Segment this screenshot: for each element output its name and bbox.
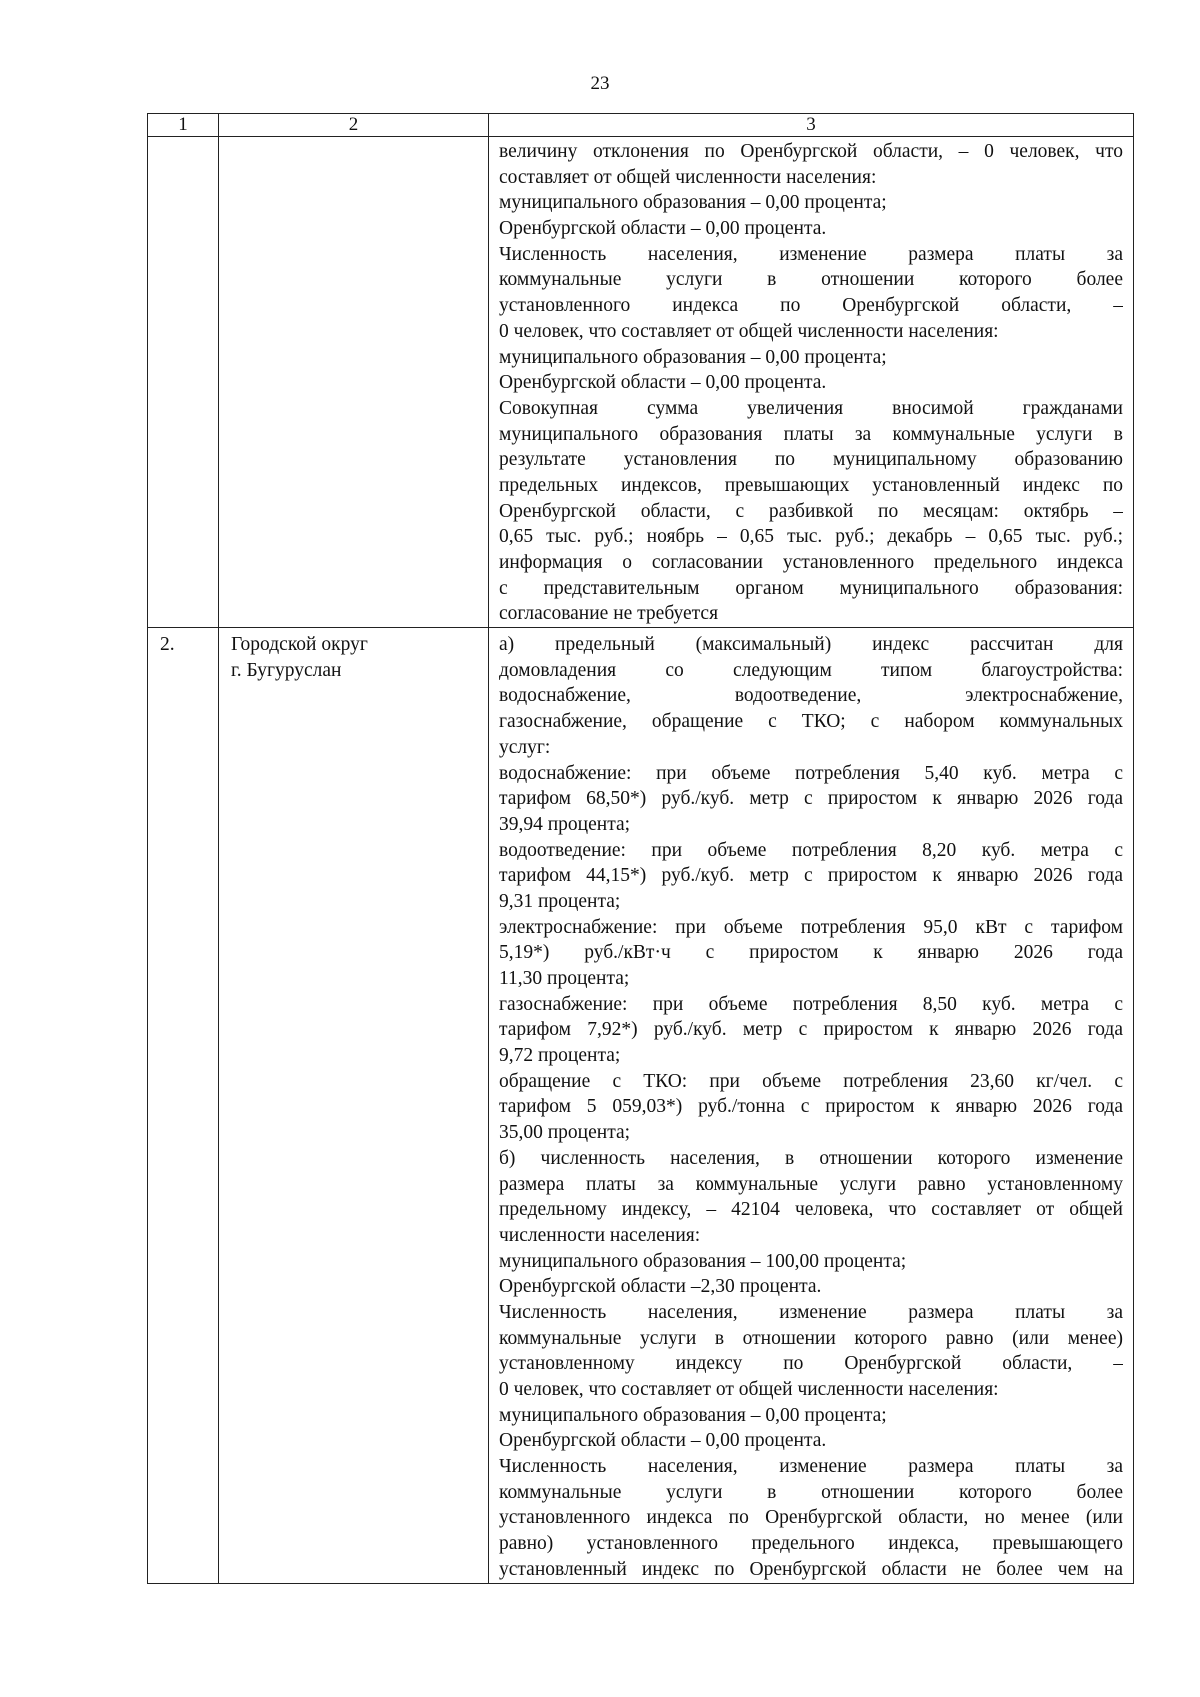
text-line: услуг: [499, 736, 551, 758]
text-line: коммунальные услуги в отношении которого более [499, 1481, 1123, 1503]
text-line: тарифом 44,15*) руб./куб. метр с приростом к январю 2026 года [499, 865, 1123, 887]
table-row [148, 137, 1134, 628]
text-line: с представительным органом муниципального образования: [499, 577, 1123, 599]
text-line: водоснабжение: при объеме потребления 5,40 куб. метра с [499, 762, 1123, 784]
page-number: 23 [590, 73, 610, 94]
text-line: 9,31 процента; [499, 890, 621, 912]
text-line: 39,94 процента; [499, 813, 631, 835]
text-line: коммунальные услуги в отношении которого более [499, 269, 1123, 291]
text-line: Оренбургской области – 0,00 процента. [499, 218, 827, 240]
text-line: 0 человек, что составляет от общей численности населения: [499, 320, 999, 342]
text-line: Численность населения, изменение размера платы за [499, 243, 1123, 265]
text-line: газоснабжение, обращение с ТКО; с набором коммунальных [499, 711, 1123, 733]
text-line: предельных индексов, превышающих установленный индекс по [499, 474, 1123, 496]
text-line: составляет от общей численности населения: [499, 166, 877, 188]
header-cell-1: 1 [148, 114, 219, 137]
text-line: 0,65 тыс. руб.; ноябрь – 0,65 тыс. руб.; декабрь – 0,65 тыс. руб.; [499, 526, 1123, 548]
text-line: а) предельный (максимальный) индекс рассчитан для [499, 634, 1123, 656]
text-line: информация о согласовании установленного предельного индекса [499, 552, 1123, 573]
text-line: водоотведение: при объеме потребления 8,20 куб. метра с [499, 839, 1123, 861]
header-cell-3: 3 [489, 114, 1134, 137]
text-line: 5,19*) руб./кВт·ч с приростом к январю 2026 года [499, 942, 1123, 964]
text-line: 0 человек, что составляет от общей численности населения: [499, 1379, 999, 1400]
text-line: муниципального образования платы за коммунальные услуги в [499, 423, 1123, 445]
municipality-name-line: Городской округ [231, 634, 368, 656]
municipality-name-line: г. Бугуруслан [231, 659, 342, 681]
text-line: тарифом 68,50*) руб./куб. метр с приростом к январю 2026 года [499, 788, 1123, 810]
text-line: согласование не требуется [499, 603, 719, 625]
text-line: обращение с ТКО: при объеме потребления 23,60 кг/чел. с [499, 1070, 1123, 1092]
text-line: Численность населения, изменение размера платы за [499, 1456, 1123, 1478]
text-line: муниципального образования – 100,00 процента; [499, 1250, 907, 1272]
text-line: 35,00 процента; [499, 1122, 631, 1144]
text-line: Оренбургской области – 0,00 процента. [499, 372, 827, 394]
text-line: муниципального образования – 0,00 процента; [499, 192, 887, 214]
row-number-cell: 2. [148, 628, 219, 1583]
text-line: Оренбургской области, с разбивкой по месяцам: октябрь – [499, 500, 1123, 522]
text-line: численности населения: [499, 1224, 701, 1246]
text-line: б) численность населения, в отношении которого изменение [499, 1147, 1123, 1169]
text-line: установленный индекс по Оренбургской области не более чем на [499, 1558, 1123, 1580]
row-number-cell [148, 137, 219, 628]
text-line: муниципального образования – 0,00 процента; [499, 1404, 887, 1426]
text-line: 11,30 процента; [499, 968, 630, 989]
indices-table [147, 113, 1134, 1584]
text-line: электроснабжение: при объеме потребления 95,0 кВт с тарифом [499, 916, 1123, 938]
text-line: предельному индексу, – 42104 человека, что составляет от общей [499, 1199, 1123, 1221]
text-line: Совокупная сумма увеличения вносимой гражданами [499, 397, 1123, 419]
text-line: муниципального образования – 0,00 процента; [499, 346, 887, 368]
text-line: газоснабжение: при объеме потребления 8,50 куб. метра с [499, 993, 1123, 1015]
text-line: тарифом 5 059,03*) руб./тонна с приростом к январю 2026 года [499, 1096, 1123, 1118]
table-row [148, 628, 1134, 1583]
text-line: величину отклонения по Оренбургской области, – 0 человек, что [499, 141, 1123, 162]
text-line: тарифом 7,92*) руб./куб. метр с приростом к январю 2026 года [499, 1019, 1123, 1041]
text-line: Оренбургской области – 0,00 процента. [499, 1430, 827, 1452]
text-line: установленного индекса по Оренбургской области, но менее (или [499, 1507, 1123, 1529]
text-line: Численность населения, изменение размера платы за [499, 1301, 1123, 1323]
text-line: водоснабжение, водоотведение, электроснабжение, [499, 685, 1123, 707]
text-line: установленному индексу по Оренбургской области, – [499, 1353, 1123, 1375]
text-line: 9,72 процента; [499, 1045, 621, 1067]
text-line: установленного индекса по Оренбургской области, – [499, 295, 1123, 317]
description-cell [489, 628, 1134, 1583]
text-line: домовладения со следующим типом благоустройства: [499, 659, 1123, 681]
table-header-row [148, 114, 1134, 137]
municipality-cell [219, 137, 489, 628]
text-line: равно) установленного предельного индекса, превышающего [499, 1533, 1123, 1555]
text-line: результате установления по муниципальному образованию [499, 449, 1123, 471]
text-line: коммунальные услуги в отношении которого равно (или менее) [499, 1327, 1123, 1349]
description-cell [489, 137, 1134, 628]
header-cell-2: 2 [219, 114, 489, 137]
municipality-cell [219, 628, 489, 1583]
text-line: Оренбургской области –2,30 процента. [499, 1276, 822, 1298]
text-line: размера платы за коммунальные услуги равно установленному [499, 1173, 1123, 1195]
